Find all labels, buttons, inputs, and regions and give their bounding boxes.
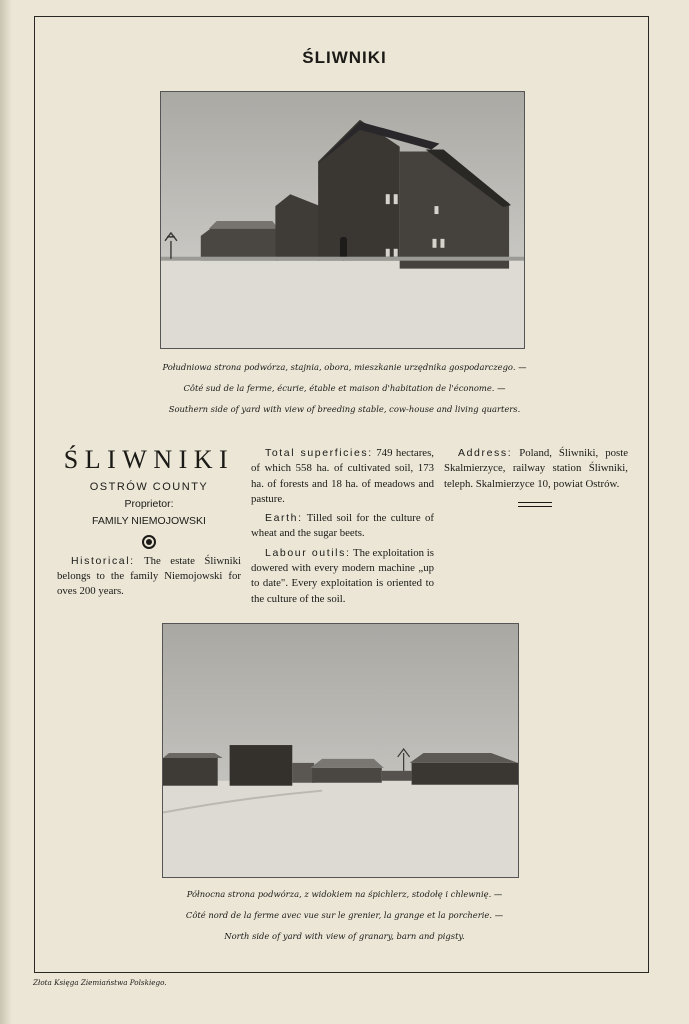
caption-line-french: Côté sud de la ferme, écurie, étable et maison d'habitation de l'économe. — xyxy=(183,383,506,393)
labour-paragraph xyxy=(251,546,434,607)
farm-yard-south-photo xyxy=(160,91,525,349)
address-paragraph xyxy=(444,446,628,492)
granary-barn-illustration xyxy=(163,624,518,877)
ornament-icon xyxy=(142,535,156,549)
page-title: ŚLIWNIKI xyxy=(302,48,387,67)
photo-bottom-caption xyxy=(0,884,689,947)
proprietor-label: Proprietor: xyxy=(124,498,174,511)
superficies-label: Total superficies: xyxy=(265,447,373,459)
photo-top-caption xyxy=(0,357,689,420)
earth-text: Tilled soil for the culture of wheat and the sugar beets. xyxy=(251,512,434,540)
farm-yard-north-photo xyxy=(162,623,519,878)
address-text: Poland, Śliwniki, poste Skalmierzyce, railway station Śliwniki, teleph. Skalmierzyce 10, powiat Ostrów. xyxy=(444,447,628,490)
page-spine-shadow xyxy=(0,0,12,1024)
section-end-rule xyxy=(518,502,552,507)
farm-buildings-illustration xyxy=(161,92,524,348)
caption-line-english: Southern side of yard with view of breeding stable, cow-house and living quarters. xyxy=(168,404,521,414)
caption-line-english: North side of yard with view of granary, barn and pigsty. xyxy=(224,931,465,941)
historical-text: The estate Śliwniki belongs to the family Niemojowski for oves 200 years. xyxy=(57,554,241,598)
earth-label: Earth: xyxy=(265,512,303,525)
estate-county: OSTRÓW COUNTY xyxy=(89,481,209,493)
caption-line-polish: Północna strona podwórza, z widokiem na śpichlerz, stodołę i chlewnię. — xyxy=(186,889,503,899)
book-title-footer: Złota Księga Ziemiaństwa Polskiego. xyxy=(33,978,167,987)
historical-label: Historical: xyxy=(71,554,135,567)
superficies-paragraph xyxy=(251,446,434,507)
address-label: Address: xyxy=(458,447,513,459)
superficies-text: 749 hectares, of which 558 ha. of cultivated soil, 173 ha. of forests and 18 ha. of meadows and pasture. xyxy=(251,447,434,505)
labour-label: Labour outils: xyxy=(265,546,351,559)
estate-column-3 xyxy=(444,446,628,507)
labour-text: The exploitation is dowered with every modern machine „up to date". Every exploitation is oriented to the culture of the soil. xyxy=(251,546,434,605)
historical-paragraph xyxy=(57,554,241,600)
estate-name: ŚLIWNIKI xyxy=(63,445,235,474)
earth-paragraph xyxy=(251,511,434,542)
caption-line-french: Côté nord de la ferme avec vue sur le grenier, la grange et la porcherie. — xyxy=(185,910,504,920)
caption-line-polish: Południowa strona podwórza, stajnia, obora, mieszkanie urzędnika gospodarczego. — xyxy=(162,362,527,372)
estate-column-1 xyxy=(57,446,241,604)
estate-column-2 xyxy=(251,446,434,611)
proprietor-name: FAMILY NIEMOJOWSKI xyxy=(92,514,206,527)
